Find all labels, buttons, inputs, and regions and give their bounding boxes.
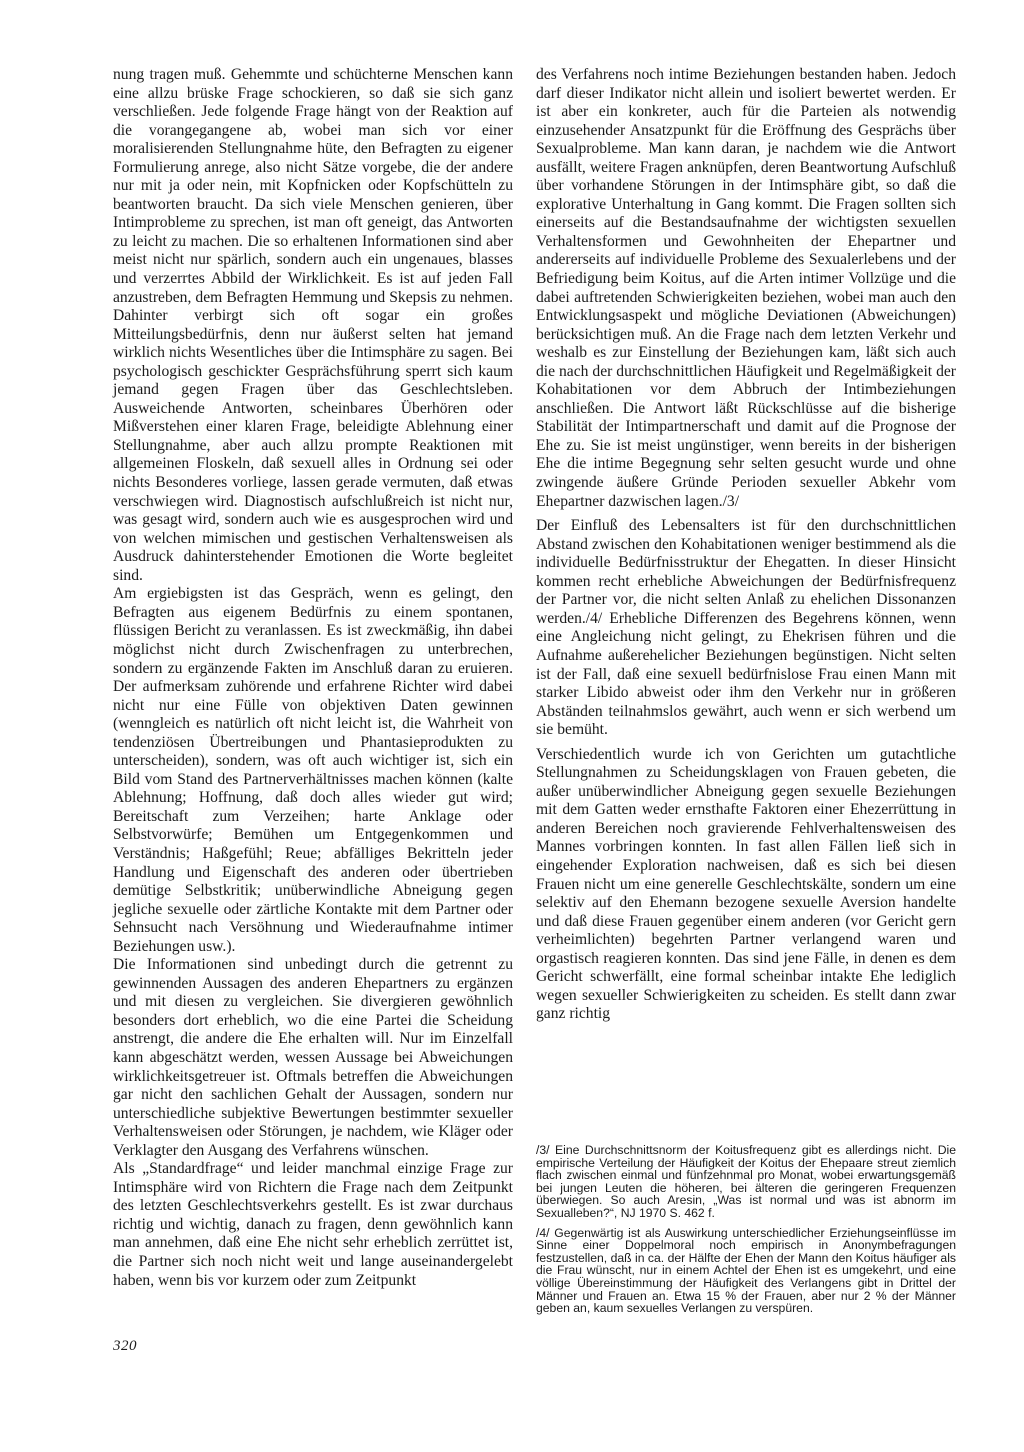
- footnotes: [536, 1144, 956, 1322]
- paragraph: Als „Standardfrage“ und leider manchmal einzige Frage zur Intimsphäre wird von Richtern die Frage nach dem Zeitpunkt des letzten Geschlechtsverkehrs gestellt. Es ist zwar durchaus richtig und wichtig, danach zu fragen, denn gewöhnlich kann man annehmen, daß eine Ehe nicht sehr erheblich zerrüttet ist, die Partner sich noch nicht weit und lange auseinandergelebt haben, wenn bis vor kurzem oder zum Zeitpunkt: [113, 1160, 513, 1289]
- left-text-column: [113, 66, 513, 1290]
- paragraph: Die Informationen sind unbedingt durch die getrennt zu gewinnenden Aussagen des anderen Ehepartners zu ergänzen und mit diesen zu vergleichen. Sie divergieren gewöhnlich besonders dort erheblich, wo die eine Partei die Scheidung anstrengt, die andere die Ehe erhalten will. Nur im Einzelfall kann abgeschätzt werden, wessen Aussage bei Abweichungen wirklichkeitsgetreuer ist. Oftmals betreffen die Abweichungen gar nicht den sachlichen Gehalt der Aussagen, sondern nur unterschiedliche subjektive Bewertungen bestimmter sexueller Verhaltensweisen oder Störungen, je nachdem, wie Kläger oder Verklagter den Ausgang des Verfahrens wünschen.: [113, 956, 513, 1159]
- footnote-4: /4/ Gegenwärtig ist als Auswirkung unterschiedlicher Erziehungseinflüsse im Sinne einer Doppelmoral noch empirisch in Anonymbefragungen festzustellen, daß in ca. der Hälfte der Ehen der Mann den Koitus häufiger als die Frau wünscht, nur in einem Achtel der Ehen ist es umgekehrt, und eine völlige Übereinstimmung der Häufigkeit des Verlangens gibt in Drittel der Männer und Frauen an. Etwa 15 % der Frauen, aber nur 2 % der Männer geben an, kaum sexuelles Verlangen zu verspüren.: [536, 1225, 956, 1316]
- paragraph: nung tragen muß. Gehemmte und schüchterne Menschen kann eine allzu brüske Frage schockieren, so daß sie sich ganz verschließen. Jede folgende Frage hängt von der Reaktion auf die vorangegangene ab, wobei man sich vor einer moralisierenden Stellungnahme hüte, den Befragten zu eigener Formulierung anrege, also nicht Sätze vorgebe, die der andere nur mit ja oder nein, mit Kopfnicken oder Kopfschütteln zu beantworten braucht. Da sich viele Menschen genieren, über Intimprobleme zu sprechen, ist man oft geneigt, das Antworten zu leicht zu machen. Die so erhaltenen Informationen sind aber meist nicht nur spärlich, sondern auch ein ungenaues, blasses und verzerrtes Abbild der Wirklichkeit. Es ist auf jeden Fall anzustreben, dem Befragten Hemmung und Skepsis zu nehmen. Dahinter verbirgt sich oft sogar ein großes Mitteilungsbedürfnis, denn nur äußerst selten hat jemand wirklich nichts Wesentliches über die Intimsphäre zu sagen. Bei psychologisch geschickter Gesprächsführung sperrt sich kaum jemand gegen Fragen über das Geschlechtsleben. Ausweichende Antworten, scheinbares Überhören oder Mißverstehen einer klaren Frage, beleidigte Ablehnung einer Stellungnahme, aber auch allzu prompte Reaktionen mit allgemeinen Floskeln, daß sexuell alles in Ordnung sei oder nichts Besonderes vorliege, lassen gerade vermuten, daß etwas verschwiegen wird. Diagnostisch aufschlußreich ist nicht nur, was gesagt wird, sondern auch wie es ausgesprochen wird und von welchen mimischen und gestischen Verhaltensweisen als Ausdruck dahinterstehender Emotionen die Worte begleitet sind.: [113, 66, 513, 584]
- paragraph: Verschiedentlich wurde ich von Gerichten um gutachtliche Stellungnahmen zu Scheidungsklagen von Frauen gebeten, die außer unüberwindlicher Abneigung gegen sexuelle Beziehungen mit dem Gatten weder ernsthafte Faktoren einer Ehezerrüttung in anderen Bereichen noch gravierende Fehlverhaltensweisen des Mannes vorbringen konnten. In fast allen Fällen ließ sich in eingehender Exploration nachweisen, daß es sich bei diesen Frauen nicht um eine generelle Geschlechtskälte, sondern um eine selektiv auf den Ehemann bezogene sexuelle Aversion handelte und daß diese Frauen gegenüber einem anderen (vor Gericht gern verheimlichten) begehrten Partner verlangend waren und orgastisch reagieren konnten. Das sind jene Fälle, in denen es dem Gericht schwerfällt, eine formal scheinbar intakte Ehe lediglich wegen sexueller Schwierigkeiten zu scheiden. Es stellt dann zwar ganz richtig: [536, 745, 956, 1023]
- paragraph: Der Einfluß des Lebensalters ist für den durchschnittlichen Abstand zwischen den Kohabitationen weniger bestimmend als die individuelle Bedürfnisstruktur der Ehegatten. In dieser Hinsicht kommen recht erhebliche Abweichungen der Bedürfnisfrequenz der Partner vor, die nicht selten Anlaß zu ehelichen Dissonanzen werden./4/ Erhebliche Differenzen des Begehrens können, wenn eine Angleichung nicht gelingt, zu Ehekrisen führen und die Aufnahme außerehelicher Beziehungen begünstigen. Nicht selten ist der Fall, daß eine sexuell bedürfnislose Frau einen Mann mit starker Libido abweist oder ihm den Verkehr nur in größeren Abständen teilnahmslos gewährt, auch wenn er sich werbend um sie bemüht.: [536, 517, 956, 739]
- page-number: 320: [113, 1338, 137, 1354]
- right-text-column: [536, 66, 956, 1024]
- footnote-3: /3/ Eine Durchschnittsnorm der Koitusfrequenz gibt es allerdings nicht. Die empirische Verteilung der Häufigkeit der Koitus der Ehepaare streut ziemlich flach zwischen einmal und fünfzehnmal pro Monat, wobei erwartungsgemäß bei jungen Leuten die höheren, bei älteren die geringeren Frequenzen überwiegen. So auch Aresin, „Was ist normal und was ist abnorm im Sexualleben?“, NJ 1970 S. 462 f.: [536, 1143, 956, 1220]
- paragraph: Am ergiebigsten ist das Gespräch, wenn es gelingt, den Befragten aus eigenem Bedürfnis zu einem spontanen, flüssigen Bericht zu veranlassen. Es ist zweckmäßig, ihn dabei möglichst nicht durch Zwischenfragen zu unterbrechen, sondern zu ergänzende Fakten im Anschluß daran zu eruieren. Der aufmerksam zuhörende und erfahrene Richter wird dabei nicht nur eine Fülle von objektiven Daten gewinnen (wenngleich es natürlich oft nicht leicht ist, die Wahrheit von tendenziösen Übertreibungen und Phantasieprodukten zu unterscheiden), sondern, was oft auch wichtiger ist, sich ein Bild vom Stand des Partnerverhältnisses machen können (kalte Ablehnung; Hoffnung, daß doch alles wieder gut wird; Bereitschaft zum Verzeihen; harte Anklage oder Selbstvorwürfe; Bemühen um Entgegenkommen und Verständnis; Haßgefühl; Reue; abfälliges Bekritteln jeder Handlung und Eigenschaft des anderen oder übertrieben demütige Selbstkritik; unüberwindliche Abneigung gegen jegliche sexuelle oder zärtliche Kontakte mit dem Partner oder Sehnsucht nach Versöhnung und Wiederaufnahme intimer Beziehungen usw.).: [113, 585, 513, 955]
- paragraph: des Verfahrens noch intime Beziehungen bestanden haben. Jedoch darf dieser Indikator nicht allein und isoliert bewertet werden. Er ist aber ein konkreter, auch für die Parteien als notwendig einzusehender Ansatzpunkt für die Eröffnung des Gesprächs über Sexualprobleme. Man kann daran, je nachdem wie die Antwort ausfällt, weitere Fragen anknüpfen, deren Beantwortung Aufschluß über vorhandene Störungen in der Intimsphäre gibt, so daß die explorative Unterhaltung in Gang kommt. Die Fragen sollten sich einerseits auf die Bestandsaufnahme der wichtigsten sexuellen Verhaltensformen und Gewohnheiten der Ehepartner und andererseits auf individuelle Probleme des Sexualerlebens und der Befriedigung beim Koitus, auf die Arten intimer Vollzüge und die dabei auftretenden Schwierigkeiten beziehen, wobei man auch den Entwicklungsaspekt und mögliche Deviationen (Abweichungen) berücksichtigen muß. An die Frage nach dem letzten Verkehr und weshalb es zur Einstellung der Beziehungen kam, läßt sich auch die nach der durchschnittlichen Häufigkeit und Regelmäßigkeit der Kohabitationen vor dem Abbruch der Intimbeziehungen anschließen. Die Antwort läßt Rückschlüsse auf die bisherige Stabilität der Intimpartnerschaft und damit auf die Prognose der Ehe zu. Sie ist meist ungünstiger, wenn bereits in der bisherigen Ehe die intime Begegnung sehr selten gesucht wurde und ohne zwingende äußere Gründe Perioden sexueller Abkehr vom Ehepartner dazwischen lagen./3/: [536, 66, 956, 510]
